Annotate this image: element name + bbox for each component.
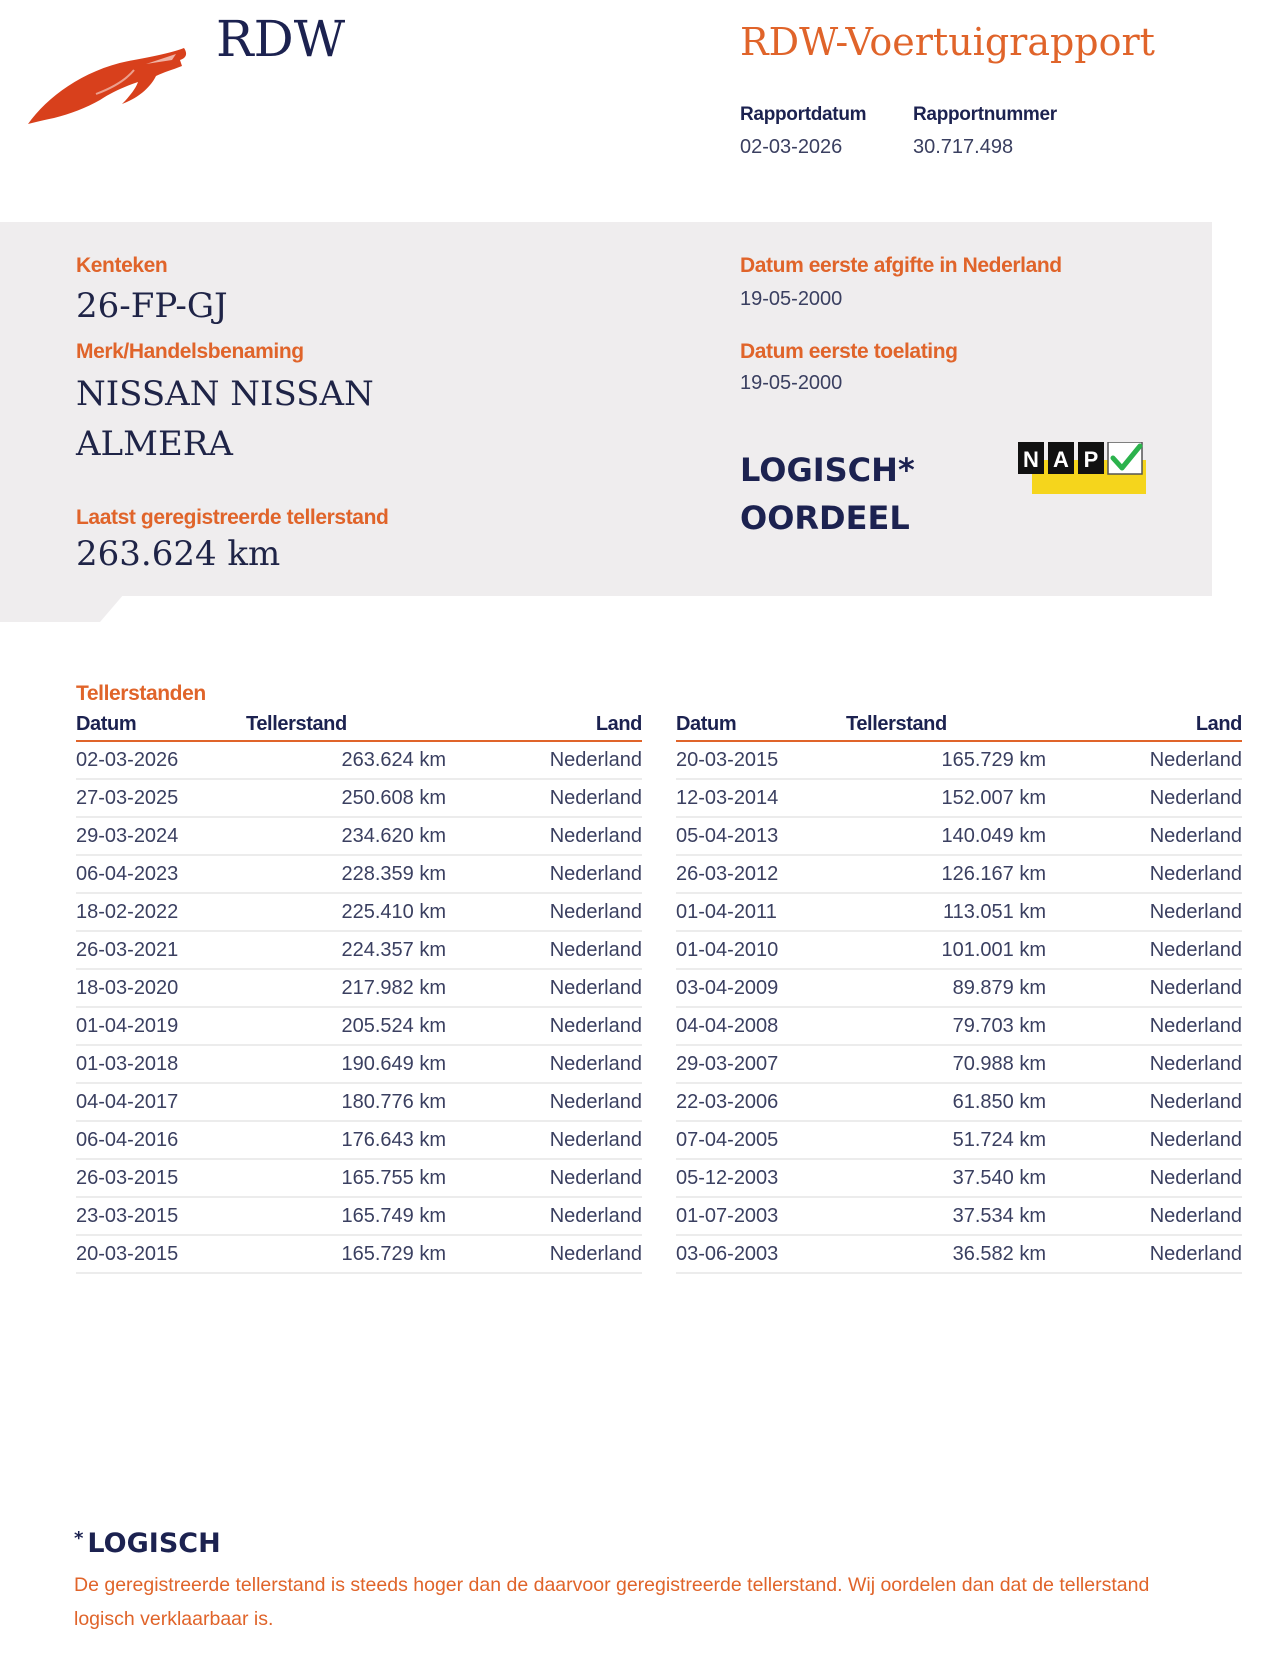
table-row (676, 779, 1242, 817)
reading-odometer: 250.608 km (246, 779, 524, 817)
reading-odometer: 79.703 km (846, 1007, 1124, 1045)
table-row (76, 1083, 642, 1121)
table-row (676, 969, 1242, 1007)
reading-country: Nederland (1124, 969, 1242, 1007)
reading-country: Nederland (1124, 779, 1242, 817)
table-row (76, 855, 642, 893)
reading-date: 26-03-2012 (676, 855, 846, 893)
reading-date: 04-04-2008 (676, 1007, 846, 1045)
reading-odometer: 165.729 km (246, 1235, 524, 1273)
reading-country: Nederland (524, 1235, 642, 1273)
reading-date: 01-04-2011 (676, 893, 846, 931)
reading-country: Nederland (524, 1197, 642, 1235)
reading-odometer: 126.167 km (846, 855, 1124, 893)
reading-date: 01-04-2010 (676, 931, 846, 969)
footnote-text: De geregistreerde tellerstand is steeds hoger dan de daarvoor geregistreerde tellerstand. Wij oordelen dan dat de tellerstand logisch verklaarbaar is. (74, 1574, 1150, 1630)
reading-country: Nederland (1124, 893, 1242, 931)
reading-country: Nederland (1124, 1121, 1242, 1159)
reading-country: Nederland (1124, 1045, 1242, 1083)
nap-check-icon (1018, 442, 1146, 494)
report-date-label: Rapportdatum (740, 104, 867, 125)
col-date-header: Datum (676, 712, 846, 741)
reading-date: 03-06-2003 (676, 1235, 846, 1273)
reading-odometer: 51.724 km (846, 1121, 1124, 1159)
reading-date: 06-04-2016 (76, 1121, 246, 1159)
reading-odometer: 89.879 km (846, 969, 1124, 1007)
make-label: Merk/Handelsbenaming (76, 340, 304, 363)
table-row (676, 893, 1242, 931)
reading-odometer: 36.582 km (846, 1235, 1124, 1273)
table-row (676, 1159, 1242, 1197)
reading-country: Nederland (524, 855, 642, 893)
table-row (676, 817, 1242, 855)
reading-country: Nederland (524, 893, 642, 931)
make-line-2: ALMERA (76, 424, 233, 464)
make-line-1: NISSAN NISSAN (76, 374, 374, 414)
verdict-line-2: OORDEEL (740, 499, 910, 537)
reading-odometer: 113.051 km (846, 893, 1124, 931)
reading-date: 29-03-2024 (76, 817, 246, 855)
reading-odometer: 165.755 km (246, 1159, 524, 1197)
reading-country: Nederland (1124, 1197, 1242, 1235)
reading-odometer: 37.534 km (846, 1197, 1124, 1235)
col-country-header: Land (1124, 712, 1242, 741)
footnote-title (74, 1528, 221, 1559)
col-date-header: Datum (76, 712, 246, 741)
table-row (76, 779, 642, 817)
table-row (676, 741, 1242, 779)
reading-odometer: 224.357 km (246, 931, 524, 969)
reading-date: 01-07-2003 (676, 1197, 846, 1235)
footnote-star: * (74, 1528, 84, 1549)
reading-odometer: 70.988 km (846, 1045, 1124, 1083)
table-row (676, 1121, 1242, 1159)
reading-country: Nederland (524, 741, 642, 779)
reading-odometer: 61.850 km (846, 1083, 1124, 1121)
reading-odometer: 176.643 km (246, 1121, 524, 1159)
table-row (676, 1197, 1242, 1235)
readings-title: Tellerstanden (76, 682, 206, 705)
first-nl-label: Datum eerste afgifte in Nederland (740, 254, 1062, 277)
footnote-title-text: LOGISCH (87, 1528, 221, 1559)
reading-date: 03-04-2009 (676, 969, 846, 1007)
reading-odometer: 101.001 km (846, 931, 1124, 969)
report-title: RDW-Voertuigrapport (740, 20, 1155, 64)
reading-date: 29-03-2007 (676, 1045, 846, 1083)
reading-country: Nederland (524, 1121, 642, 1159)
reading-date: 04-04-2017 (76, 1083, 246, 1121)
reading-date: 06-04-2023 (76, 855, 246, 893)
reading-country: Nederland (1124, 741, 1242, 779)
table-row (76, 931, 642, 969)
first-admission-date: 19-05-2000 (740, 372, 843, 394)
reading-country: Nederland (524, 779, 642, 817)
reading-odometer: 217.982 km (246, 969, 524, 1007)
table-row (676, 1235, 1242, 1273)
table-row (676, 931, 1242, 969)
table-row (76, 1121, 642, 1159)
reading-odometer: 140.049 km (846, 817, 1124, 855)
reading-country: Nederland (524, 1083, 642, 1121)
table-row (76, 1197, 642, 1235)
reading-country: Nederland (524, 1045, 642, 1083)
reading-date: 01-04-2019 (76, 1007, 246, 1045)
reading-country: Nederland (1124, 817, 1242, 855)
table-row (676, 1007, 1242, 1045)
panel-tab-shape (0, 594, 124, 628)
report-number: 30.717.498 (913, 136, 1014, 158)
rdw-logo-icon (26, 40, 194, 130)
reading-date: 20-03-2015 (676, 741, 846, 779)
first-nl-date: 19-05-2000 (740, 288, 843, 310)
col-country-header: Land (524, 712, 642, 741)
reading-odometer: 165.729 km (846, 741, 1124, 779)
table-row (76, 1045, 642, 1083)
reading-country: Nederland (1124, 855, 1242, 893)
table-row (76, 1007, 642, 1045)
reading-date: 18-02-2022 (76, 893, 246, 931)
reading-country: Nederland (1124, 1083, 1242, 1121)
reading-odometer: 234.620 km (246, 817, 524, 855)
report-date: 02-03-2026 (740, 136, 843, 158)
reading-date: 20-03-2015 (76, 1235, 246, 1273)
reading-country: Nederland (524, 969, 642, 1007)
table-row (76, 893, 642, 931)
readings-table-right (676, 712, 1242, 1274)
report-number-label: Rapportnummer (913, 104, 1057, 125)
reading-odometer: 152.007 km (846, 779, 1124, 817)
reading-date: 01-03-2018 (76, 1045, 246, 1083)
reading-country: Nederland (524, 1007, 642, 1045)
table-row (76, 817, 642, 855)
table-row (76, 969, 642, 1007)
reading-date: 27-03-2025 (76, 779, 246, 817)
reading-date: 26-03-2015 (76, 1159, 246, 1197)
col-odometer-header: Tellerstand (846, 712, 1124, 741)
table-row (76, 1159, 642, 1197)
nap-letter-a: A (1053, 447, 1069, 472)
plate-label: Kenteken (76, 254, 168, 277)
brand-name: RDW (216, 10, 346, 68)
verdict-line-1: LOGISCH* (740, 451, 915, 489)
reading-country: Nederland (524, 817, 642, 855)
reading-date: 05-04-2013 (676, 817, 846, 855)
table-row (676, 1045, 1242, 1083)
table-row (676, 1083, 1242, 1121)
readings-table-left (76, 712, 642, 1274)
table-row (676, 855, 1242, 893)
reading-odometer: 180.776 km (246, 1083, 524, 1121)
reading-country: Nederland (1124, 1235, 1242, 1273)
reading-odometer: 37.540 km (846, 1159, 1124, 1197)
reading-odometer: 263.624 km (246, 741, 524, 779)
table-header-row (76, 712, 642, 741)
reading-country: Nederland (1124, 931, 1242, 969)
reading-date: 22-03-2006 (676, 1083, 846, 1121)
nap-letter-n: N (1023, 447, 1039, 472)
reading-country: Nederland (1124, 1007, 1242, 1045)
reading-odometer: 205.524 km (246, 1007, 524, 1045)
table-row (76, 1235, 642, 1273)
nap-letter-p: P (1083, 447, 1099, 472)
reading-odometer: 225.410 km (246, 893, 524, 931)
reading-odometer: 165.749 km (246, 1197, 524, 1235)
reading-country: Nederland (524, 931, 642, 969)
table-row (76, 741, 642, 779)
reading-date: 02-03-2026 (76, 741, 246, 779)
col-odometer-header: Tellerstand (246, 712, 524, 741)
reading-date: 07-04-2005 (676, 1121, 846, 1159)
reading-odometer: 228.359 km (246, 855, 524, 893)
reading-date: 12-03-2014 (676, 779, 846, 817)
license-plate: 26-FP-GJ (76, 286, 228, 326)
reading-date: 26-03-2021 (76, 931, 246, 969)
reading-date: 05-12-2003 (676, 1159, 846, 1197)
first-admission-label: Datum eerste toelating (740, 340, 958, 363)
reading-country: Nederland (524, 1159, 642, 1197)
reading-date: 18-03-2020 (76, 969, 246, 1007)
table-header-row (676, 712, 1242, 741)
reading-country: Nederland (1124, 1159, 1242, 1197)
reading-odometer: 190.649 km (246, 1045, 524, 1083)
reading-date: 23-03-2015 (76, 1197, 246, 1235)
odometer-label: Laatst geregistreerde tellerstand (76, 506, 389, 529)
last-odometer-value: 263.624 km (76, 534, 281, 574)
